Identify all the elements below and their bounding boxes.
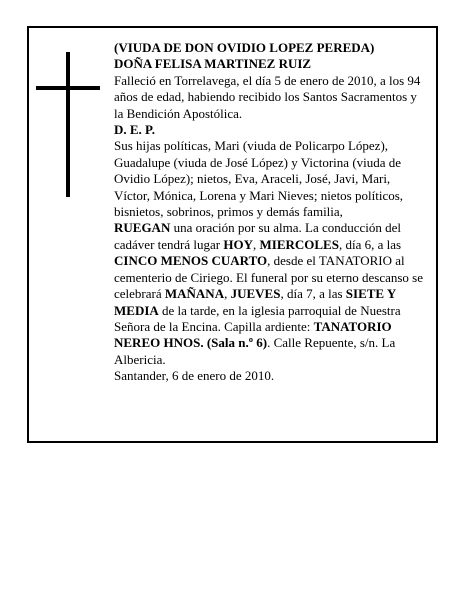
time-2: SIETE Y MEDIA [114,286,396,318]
cross-horizontal-bar [36,86,100,90]
request-text-8: . Calle Repuente, s/n. La Albericia. [114,335,396,367]
hoy-word: HOY [223,236,253,252]
request-text-2: , [252,236,260,252]
jueves-word: JUEVES [230,286,281,302]
ruegan-word: RUEGAN [114,220,171,236]
request-text-4: , desde el TANATORIO al cementerio de Ciriego. El funeral por su eterno descanso se celebrará [114,253,423,302]
manana-word: MAÑANA [164,286,225,302]
cross-icon [36,52,100,197]
deceased-name: DOÑA FELISA MARTINEZ RUIZ [114,56,312,72]
request-text-5: , [224,286,231,302]
family-paragraph: Sus hijas políticas, Mari (viuda de Policarpo López), Guadalupe (viuda de José López) y Victorina (viuda de Ovidio López); nietos, Eva, Araceli, José, Javi, Mari, Víctor, Mónica, Lorena y Mari Nieves; nietos políticos, bisnietos, sobrinos, primos y demás familia, [114,138,404,220]
request-text-3: , día 6, a las [338,236,402,252]
obituary-text [114,40,424,385]
request-paragraph [114,220,424,368]
miercoles-word: MIERCOLES [259,236,339,252]
request-text-6: , día 7, a las [280,286,346,302]
dep-line: D. E. P. [114,122,156,138]
header-line: (VIUDA DE DON OVIDIO LOPEZ PEREDA) [114,40,375,55]
death-statement: Falleció en Torrelavega, el día 5 de enero de 2010, a los 94 años de edad, habiendo recibido los Santos Sacramentos y la Bendición Apostólica. [114,72,421,121]
cross-vertical-bar [66,52,70,197]
tanatorio-name: TANATORIO NEREO HNOS. (Sala n.º 6) [114,318,392,351]
request-text-1: una oración por su alma. La conducción del cadáver tendrá lugar [114,220,402,252]
time-1: CINCO MENOS CUARTO [114,253,268,269]
request-text-7: de la tarde, en la iglesia parroquial de Nuestra Señora de la Encina. Capilla ardiente: [114,302,401,334]
place-date: Santander, 6 de enero de 2010. [114,368,275,384]
